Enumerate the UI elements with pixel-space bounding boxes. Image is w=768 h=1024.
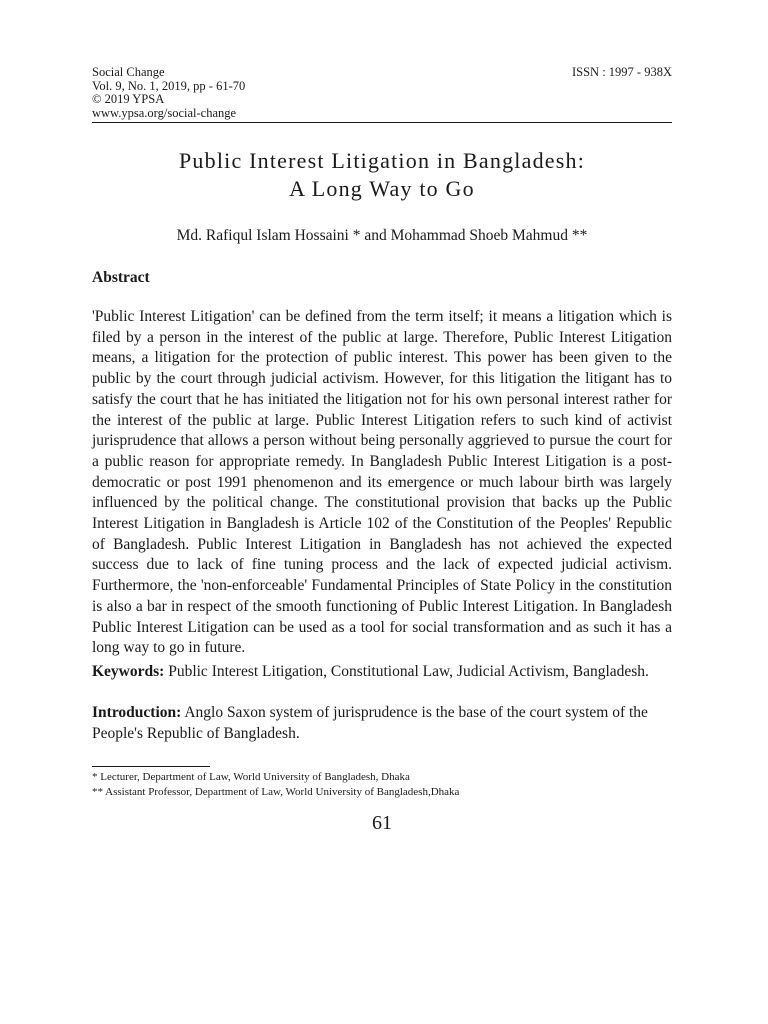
footnotes: [92, 770, 672, 800]
abstract-heading: Abstract: [92, 269, 150, 286]
journal-issn: ISSN : 1997 - 938X: [571, 65, 672, 79]
journal-header: [92, 66, 672, 120]
footnote-divider: [92, 766, 210, 767]
journal-volume: Vol. 9, No. 1, 2019, pp - 61-70: [92, 78, 246, 93]
paper-title-line-1: Public Interest Litigation in Bangladesh:: [178, 148, 586, 173]
header-divider: [92, 122, 672, 123]
introduction-label: Introduction:: [92, 703, 182, 721]
page-number: 61: [372, 811, 392, 834]
footnote-2: ** Assistant Professor, Department of Law, World University of Bangladesh,Dhaka: [92, 785, 460, 798]
keywords-text: Public Interest Litigation, Constitutional Law, Judicial Activism, Bangladesh.: [164, 662, 649, 680]
journal-url: www.ypsa.org/social-change: [92, 105, 237, 120]
paper-title: [92, 147, 672, 203]
introduction-text: Anglo Saxon system of jurisprudence is the base of the court system of the People's Republic of Bangladesh.: [92, 703, 648, 742]
paper-authors: Md. Rafiqul Islam Hossaini * and Mohammad Shoeb Mahmud **: [176, 227, 588, 244]
journal-copyright: © 2019 YPSA: [92, 92, 165, 106]
introduction-paragraph: [92, 702, 672, 744]
paper-title-line-2: A Long Way to Go: [289, 176, 475, 201]
keywords-paragraph: [92, 661, 672, 682]
journal-name: Social Change: [92, 65, 165, 79]
abstract-body: 'Public Interest Litigation' can be defined from the term itself; it means a litigation which is filed by a person in the interest of the public at large. Therefore, Public Interest Litigation means, a litigation for the protection of public interest. This power has been given to the public by the court through judicial activism. However, for this litigation the litigant has to satisfy the court that he has initiated the litigation not for his own personal interest rather for the interest of the public at large. Public Interest Litigation refers to such kind of activist jurisprudence that allows a person without being personally aggrieved to pursue the court for a public reason for appropriate remedy. In Bangladesh Public Interest Litigation is a post-democratic or post 1991 phenomenon and its emergence or much labour birth was largely influenced by the political change. The constitutional provision that backs up the Public Interest Litigation in Bangladesh is Article 102 of the Constitution of the Peoples' Republic of Bangladesh. Public Interest Litigation in Bangladesh has not achieved the expected success due to lack of fine tuning process and the lack of expected judicial activism. Furthermore, the 'non-enforceable' Fundamental Principles of State Policy in the constitution is also a bar in respect of the smooth functioning of Public Interest Litigation. In Bangladesh Public Interest Litigation can be used as a tool for social transformation and as such it has a long way to go in future.: [92, 308, 672, 657]
keywords-label: Keywords:: [92, 662, 165, 680]
journal-page: [92, 66, 672, 835]
footnote-1: * Lecturer, Department of Law, World University of Bangladesh, Dhaka: [92, 770, 410, 783]
